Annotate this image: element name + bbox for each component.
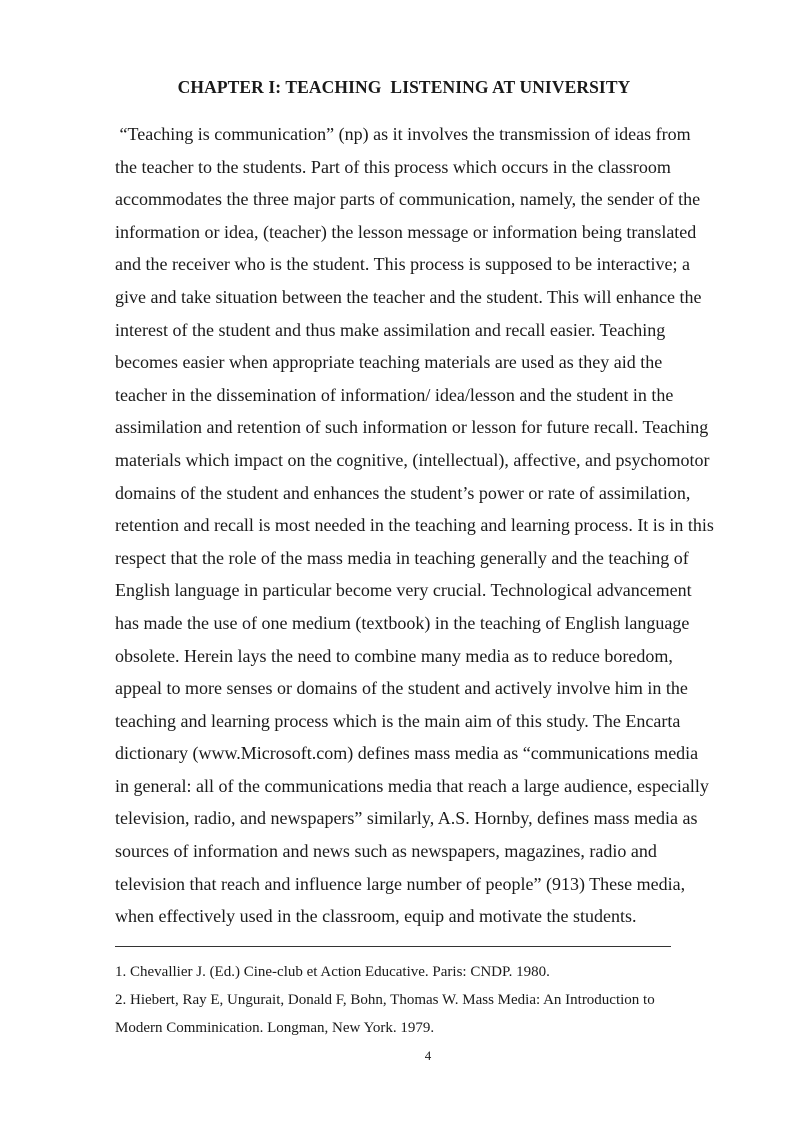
body-line: respect that the role of the mass media in teaching generally and the teaching of [115, 547, 689, 568]
body-line: “Teaching is communication” (np) as it involves the transmission of ideas from [115, 124, 691, 144]
body-line: give and take situation between the teacher and the student. This will enhance the [115, 286, 702, 307]
page-number: 4 [424, 1048, 432, 1063]
body-line: accommodates the three major parts of communication, namely, the sender of the [115, 189, 701, 210]
body-line: and the receiver who is the student. This process is supposed to be interactive; a [115, 254, 691, 275]
footnotes [115, 958, 755, 1042]
body-line: appeal to more senses or domains of the student and actively involve him in the [115, 678, 688, 699]
body-line: the teacher to the students. Part of this process which occurs in the classroom [115, 156, 671, 177]
footnote-line: Modern Comminication. Longman, New York. 1979. [115, 1020, 435, 1036]
body-line: teacher in the dissemination of information/ idea/lesson and the student in the [115, 384, 674, 405]
body-line: television, radio, and newspapers” similarly, A.S. Hornby, defines mass media as [115, 808, 698, 829]
body-paragraph [115, 118, 755, 933]
body-line: materials which impact on the cognitive, (intellectual), affective, and psychomotor [115, 449, 710, 470]
footnote-line: 2. Hiebert, Ray E, Ungurait, Donald F, Bohn, Thomas W. Mass Media: An Introduction to [115, 992, 655, 1008]
body-line: domains of the student and enhances the student’s power or rate of assimilation, [115, 482, 691, 503]
body-line: when effectively used in the classroom, equip and motivate the students. [115, 906, 637, 927]
footnote-line: 1. Chevallier J. (Ed.) Cine-club et Action Educative. Paris: CNDP. 1980. [115, 964, 550, 980]
body-line: sources of information and news such as newspapers, magazines, radio and [115, 841, 657, 862]
body-line: English language in particular become very crucial. Technological advancement [115, 580, 692, 601]
body-line: becomes easier when appropriate teaching materials are used as they aid the [115, 352, 663, 373]
body-line: retention and recall is most needed in the teaching and learning process. It is in this [115, 515, 714, 536]
body-line: interest of the student and thus make assimilation and recall easier. Teaching [115, 319, 666, 340]
footnote-separator [115, 946, 671, 947]
body-line: assimilation and retention of such information or lesson for future recall. Teaching [115, 417, 709, 438]
body-line: television that reach and influence large number of people” (913) These media, [115, 873, 686, 894]
body-line: dictionary (www.Microsoft.com) defines mass media as “communications media [115, 743, 699, 764]
body-line: obsolete. Herein lays the need to combine many media as to reduce boredom, [115, 645, 673, 666]
chapter-title: CHAPTER I: TEACHING LISTENING AT UNIVERSITY [177, 77, 631, 97]
body-line: in general: all of the communications media that reach a large audience, especially [115, 775, 709, 796]
body-line: has made the use of one medium (textbook) in the teaching of English language [115, 612, 690, 633]
body-line: information or idea, (teacher) the lesson message or information being translated [115, 221, 697, 242]
body-line: teaching and learning process which is the main aim of this study. The Encarta [115, 710, 681, 731]
